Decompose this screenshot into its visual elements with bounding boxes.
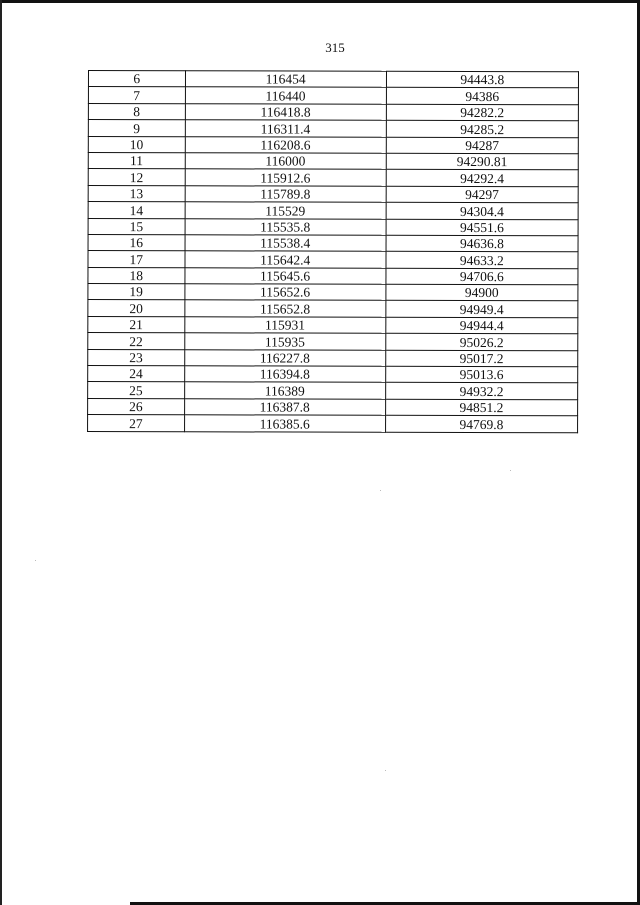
value-a-cell: 116311.4 <box>185 120 386 137</box>
row-index-cell: 13 <box>88 185 185 202</box>
value-a-cell: 116000 <box>185 153 386 170</box>
value-b-cell: 94851.2 <box>385 399 577 416</box>
page-edge-top <box>0 0 640 3</box>
value-b-cell: 94932.2 <box>385 383 577 400</box>
page-number: 315 <box>325 40 345 55</box>
row-index-cell: 27 <box>88 415 185 432</box>
table-row <box>88 267 578 285</box>
value-a-cell: 115642.4 <box>185 251 386 268</box>
row-index-cell: 21 <box>88 316 185 333</box>
scan-speck <box>35 560 36 561</box>
table-row <box>88 120 578 138</box>
value-a-cell: 116418.8 <box>185 104 386 121</box>
value-a-cell: 115529 <box>185 202 386 219</box>
row-index-cell: 15 <box>88 218 185 235</box>
table-row <box>88 136 578 154</box>
value-a-cell: 115652.8 <box>184 300 385 317</box>
value-b-cell: 94900 <box>386 284 578 301</box>
value-b-cell: 94297 <box>386 186 578 203</box>
table-row <box>88 169 578 187</box>
value-b-cell: 94292.4 <box>386 170 578 187</box>
table-row <box>88 349 578 367</box>
value-b-cell: 95013.6 <box>385 366 577 383</box>
value-a-cell: 116227.8 <box>184 349 385 366</box>
coordinates-table <box>87 70 579 433</box>
table-row <box>88 300 578 318</box>
row-index-cell: 9 <box>88 120 185 137</box>
table-row <box>88 71 578 89</box>
value-b-cell: 94443.8 <box>386 71 578 88</box>
row-index-cell: 10 <box>88 136 185 153</box>
table-row <box>88 316 578 334</box>
value-b-cell: 95026.2 <box>386 334 578 351</box>
row-index-cell: 20 <box>88 300 185 317</box>
row-index-cell: 8 <box>88 103 185 120</box>
value-b-cell: 94706.6 <box>386 268 578 285</box>
value-a-cell: 115789.8 <box>185 185 386 202</box>
row-index-cell: 7 <box>88 87 185 104</box>
row-index-cell: 18 <box>88 267 185 284</box>
row-index-cell: 12 <box>88 169 185 186</box>
table-row <box>88 415 578 433</box>
row-index-cell: 24 <box>88 366 185 383</box>
row-index-cell: 25 <box>88 382 185 399</box>
table-body <box>88 71 579 433</box>
scan-speck <box>380 490 381 491</box>
row-index-cell: 19 <box>88 284 185 301</box>
value-a-cell: 116394.8 <box>184 366 385 383</box>
value-b-cell: 94287 <box>386 137 578 154</box>
value-b-cell: 94633.2 <box>386 252 578 269</box>
value-b-cell: 94949.4 <box>386 301 578 318</box>
value-b-cell: 94944.4 <box>386 317 578 334</box>
table-row <box>88 202 578 220</box>
row-index-cell: 17 <box>88 251 185 268</box>
table-row <box>88 103 578 121</box>
table-row <box>88 284 578 302</box>
value-a-cell: 116385.6 <box>184 415 385 432</box>
table-row <box>88 398 578 416</box>
value-b-cell: 94285.2 <box>386 120 578 137</box>
value-a-cell: 115935 <box>184 333 385 350</box>
scan-speck <box>385 770 386 771</box>
table-row <box>88 234 578 252</box>
row-index-cell: 11 <box>88 152 185 169</box>
table-row <box>88 87 578 105</box>
value-a-cell: 116454 <box>185 71 386 88</box>
value-a-cell: 116208.6 <box>185 136 386 153</box>
table-row <box>88 152 578 170</box>
table-row <box>88 366 578 384</box>
table-row <box>88 333 578 351</box>
row-index-cell: 22 <box>88 333 185 350</box>
value-a-cell: 116389 <box>184 382 385 399</box>
table-row <box>88 382 578 400</box>
scan-speck <box>510 470 511 471</box>
value-a-cell: 115912.6 <box>185 169 386 186</box>
row-index-cell: 6 <box>88 71 185 88</box>
value-a-cell: 116440 <box>185 87 386 104</box>
value-a-cell: 115538.4 <box>185 235 386 252</box>
row-index-cell: 23 <box>88 349 185 366</box>
page-edge-left <box>0 0 2 905</box>
table-row <box>88 251 578 269</box>
value-b-cell: 94769.8 <box>385 415 577 432</box>
value-a-cell: 115645.6 <box>184 267 385 284</box>
value-a-cell: 115652.6 <box>184 284 385 301</box>
table-row <box>88 218 578 236</box>
value-b-cell: 95017.2 <box>385 350 577 367</box>
value-b-cell: 94282.2 <box>386 104 578 121</box>
value-b-cell: 94304.4 <box>386 202 578 219</box>
value-b-cell: 94551.6 <box>386 219 578 236</box>
value-b-cell: 94636.8 <box>386 235 578 252</box>
value-b-cell: 94290.81 <box>386 153 578 170</box>
value-a-cell: 115535.8 <box>185 218 386 235</box>
value-b-cell: 94386 <box>386 88 578 105</box>
row-index-cell: 16 <box>88 234 185 251</box>
row-index-cell: 26 <box>88 398 185 415</box>
value-a-cell: 116387.8 <box>184 399 385 416</box>
table-row <box>88 185 578 203</box>
value-a-cell: 115931 <box>184 317 385 334</box>
row-index-cell: 14 <box>88 202 185 219</box>
